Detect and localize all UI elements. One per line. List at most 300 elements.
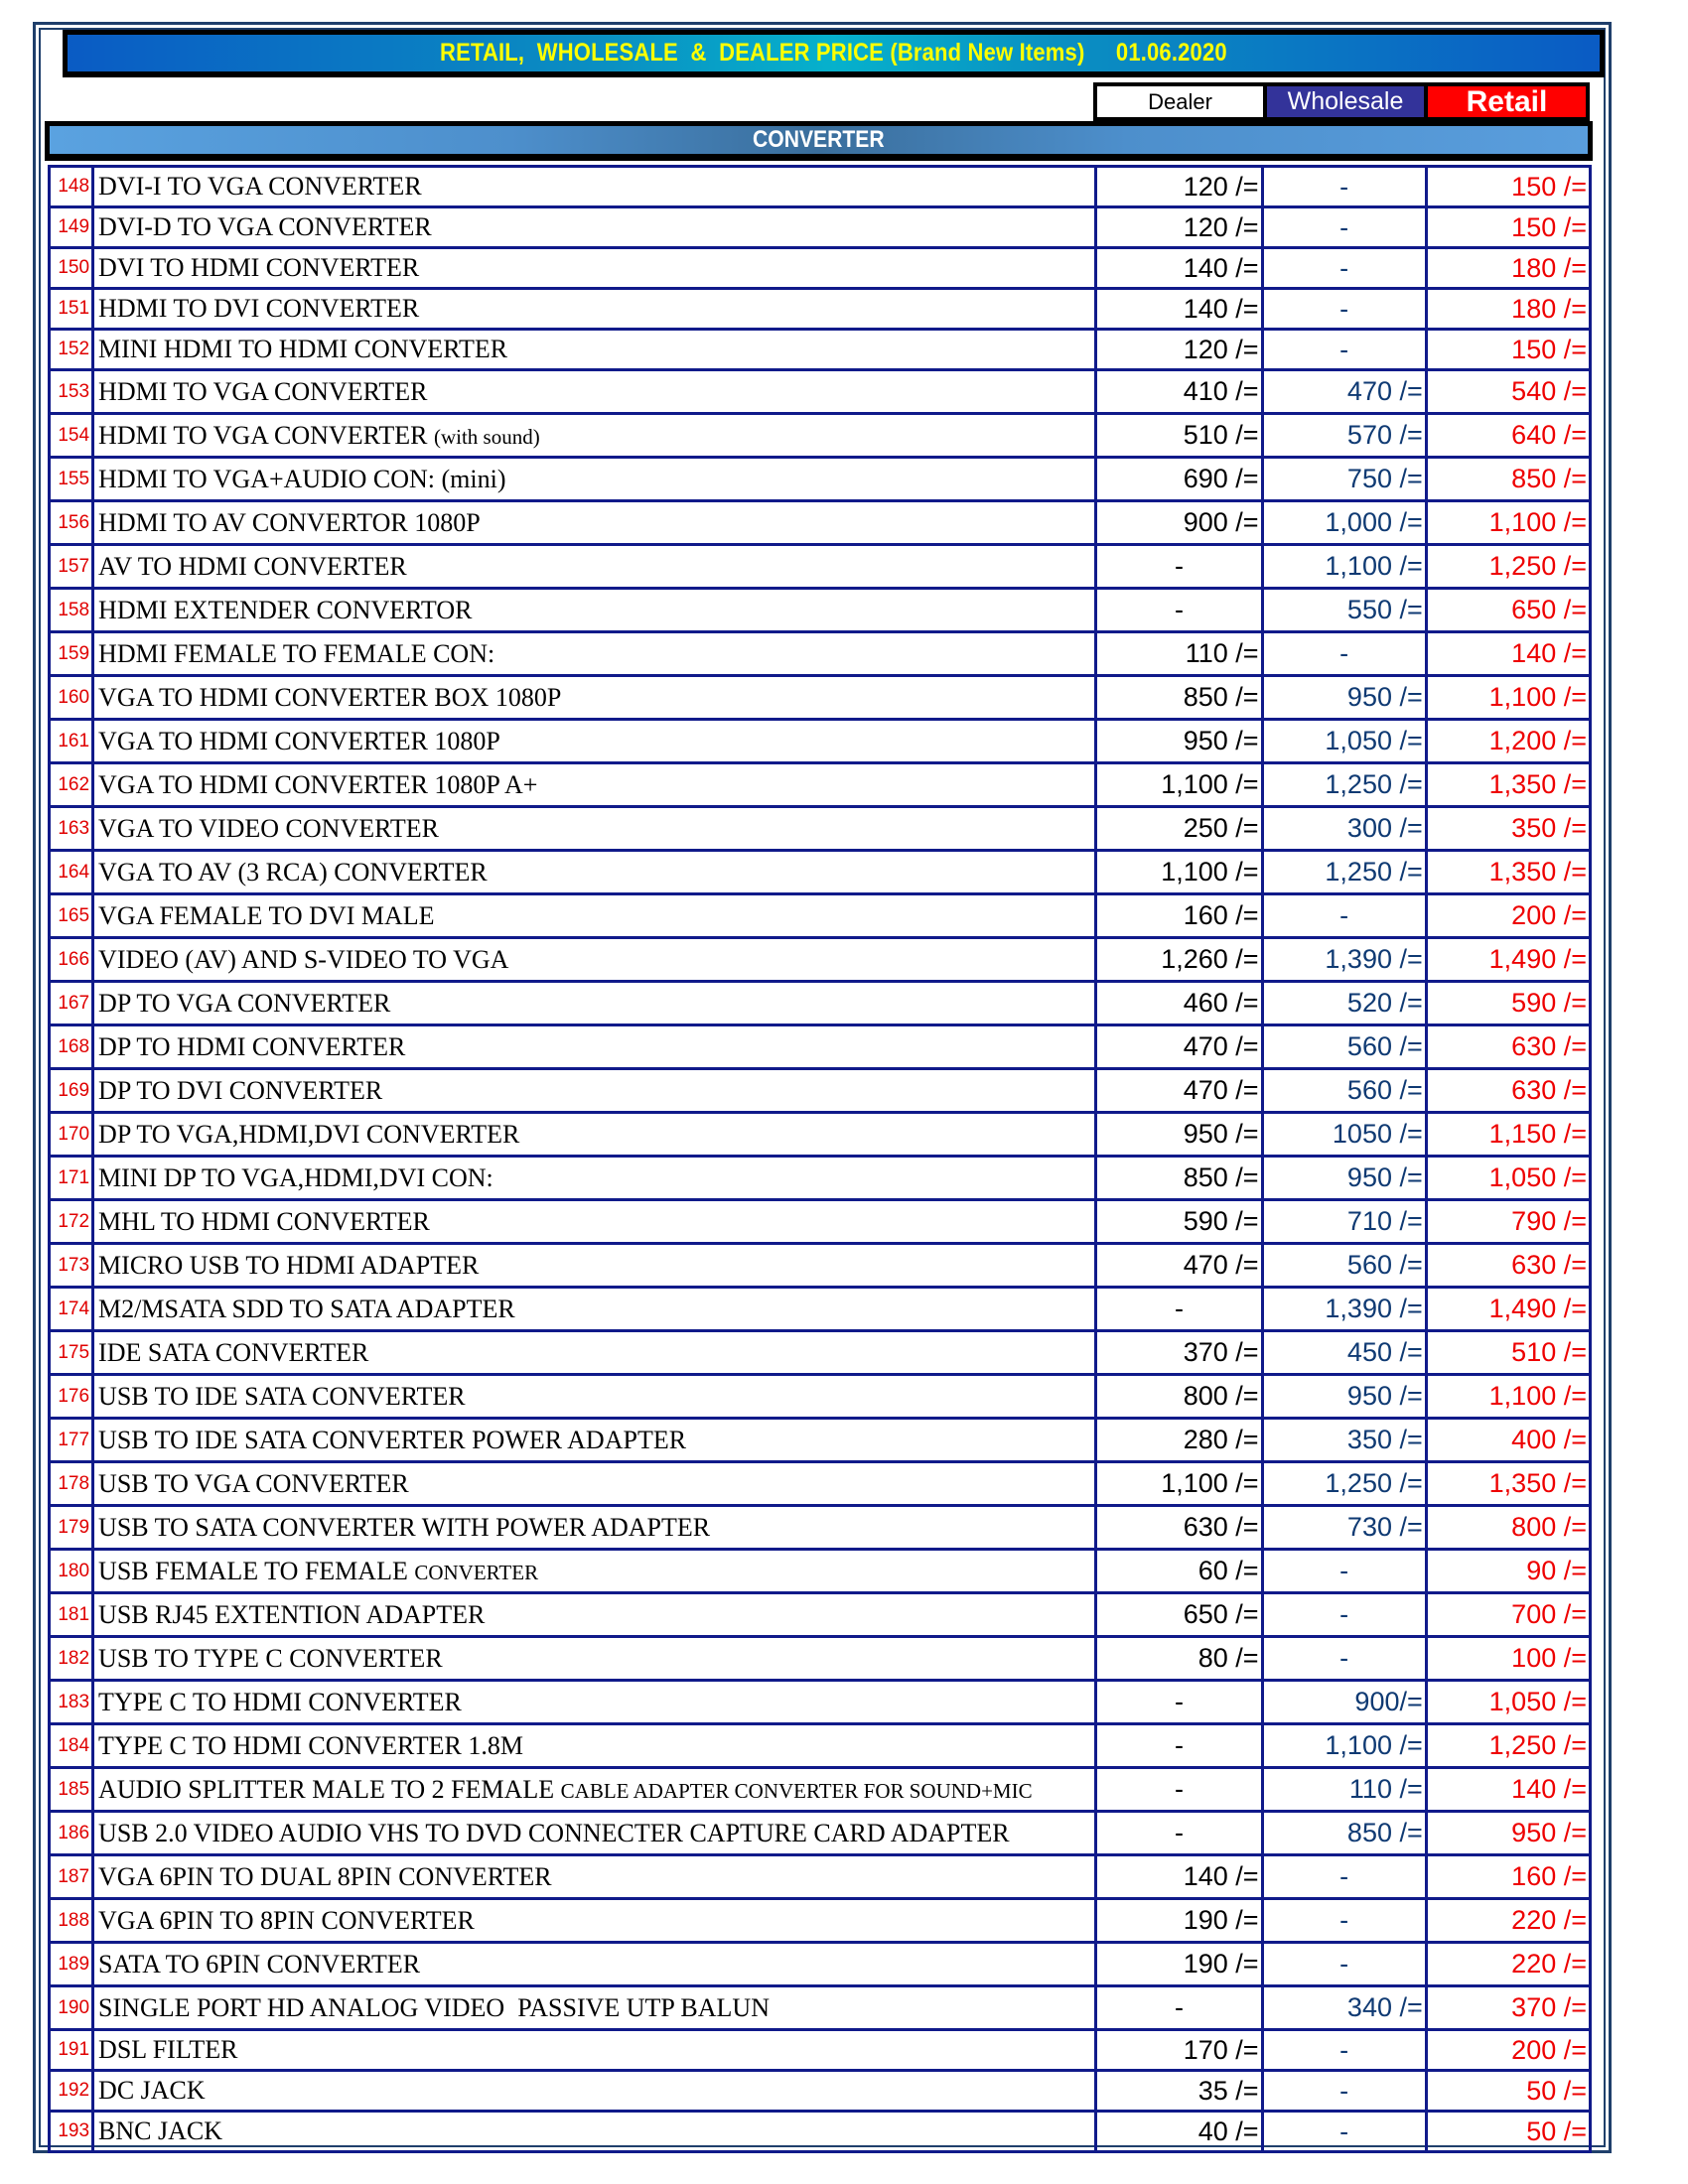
dealer-price: - (1096, 1681, 1262, 1724)
table-row (50, 1550, 1591, 1593)
wholesale-price: 560 /= (1262, 1244, 1426, 1288)
item-number: 188 (50, 1899, 93, 1943)
table-row (50, 2030, 1591, 2071)
item-number: 160 (50, 676, 93, 720)
item-number: 164 (50, 851, 93, 894)
wholesale-price: 1,100 /= (1262, 1724, 1426, 1768)
table-row (50, 370, 1591, 414)
item-description (93, 1288, 1096, 1331)
table-row (50, 458, 1591, 501)
wholesale-price: - (1262, 2071, 1426, 2112)
wholesale-price: - (1262, 289, 1426, 330)
item-number: 193 (50, 2112, 93, 2152)
dealer-price: 140 /= (1096, 1855, 1262, 1899)
item-number: 172 (50, 1200, 93, 1244)
item-description-main: VGA FEMALE TO DVI MALE (98, 900, 435, 930)
item-description-note: (with sound) (433, 424, 540, 449)
retail-price: 1,100 /= (1426, 1375, 1590, 1419)
item-description (93, 1331, 1096, 1375)
wholesale-price: 730 /= (1262, 1506, 1426, 1550)
wholesale-price: 710 /= (1262, 1200, 1426, 1244)
dealer-price: 630 /= (1096, 1506, 1262, 1550)
dealer-price: 950 /= (1096, 720, 1262, 763)
wholesale-price: - (1262, 248, 1426, 289)
dealer-price: 280 /= (1096, 1419, 1262, 1462)
retail-price: 200 /= (1426, 2030, 1590, 2071)
item-description-main: IDE SATA CONVERTER (98, 1337, 369, 1367)
item-description (93, 632, 1096, 676)
item-description (93, 763, 1096, 807)
item-number: 157 (50, 545, 93, 589)
item-description (93, 982, 1096, 1025)
item-description-main: VGA TO HDMI CONVERTER BOX 1080P (98, 682, 562, 712)
item-description-main: HDMI TO VGA CONVERTER (98, 420, 434, 450)
dealer-price: 460 /= (1096, 982, 1262, 1025)
dealer-price: 250 /= (1096, 807, 1262, 851)
wholesale-price: 950 /= (1262, 1375, 1426, 1419)
item-number: 186 (50, 1812, 93, 1855)
item-description-main: USB TO IDE SATA CONVERTER POWER ADAPTER (98, 1425, 687, 1454)
retail-price: 180 /= (1426, 248, 1590, 289)
retail-price: 1,100 /= (1426, 676, 1590, 720)
retail-price: 540 /= (1426, 370, 1590, 414)
retail-price: 790 /= (1426, 1200, 1590, 1244)
wholesale-price: - (1262, 1550, 1426, 1593)
wholesale-price: - (1262, 1637, 1426, 1681)
table-row (50, 938, 1591, 982)
dealer-price: 510 /= (1096, 414, 1262, 458)
item-description (93, 1899, 1096, 1943)
table-row (50, 807, 1591, 851)
item-description-note: CABLE ADAPTER CONVERTER FOR SOUND+MIC (560, 1778, 1033, 1803)
dealer-price: 850 /= (1096, 676, 1262, 720)
table-row (50, 207, 1591, 248)
table-row (50, 1855, 1591, 1899)
dealer-price: 470 /= (1096, 1244, 1262, 1288)
item-description (93, 1637, 1096, 1681)
retail-price: 140 /= (1426, 1768, 1590, 1812)
retail-price: 220 /= (1426, 1899, 1590, 1943)
item-description (93, 501, 1096, 545)
item-number: 182 (50, 1637, 93, 1681)
item-description (93, 458, 1096, 501)
dealer-price: 470 /= (1096, 1025, 1262, 1069)
retail-price: 160 /= (1426, 1855, 1590, 1899)
dealer-price: - (1096, 545, 1262, 589)
retail-price: 950 /= (1426, 1812, 1590, 1855)
wholesale-price: 350 /= (1262, 1419, 1426, 1462)
item-description (93, 1681, 1096, 1724)
table-row (50, 1637, 1591, 1681)
item-description (93, 1375, 1096, 1419)
item-description-main: VGA TO VIDEO CONVERTER (98, 813, 439, 843)
item-description-main: DVI-D TO VGA CONVERTER (98, 212, 432, 241)
wholesale-price: - (1262, 1855, 1426, 1899)
dealer-price: - (1096, 1724, 1262, 1768)
dealer-price: 120 /= (1096, 330, 1262, 370)
item-number: 190 (50, 1986, 93, 2030)
retail-price: 100 /= (1426, 1637, 1590, 1681)
retail-price: 140 /= (1426, 632, 1590, 676)
table-row (50, 982, 1591, 1025)
item-description-main: MINI DP TO VGA,HDMI,DVI CON: (98, 1162, 493, 1192)
retail-price: 630 /= (1426, 1244, 1590, 1288)
retail-price: 90 /= (1426, 1550, 1590, 1593)
item-number: 155 (50, 458, 93, 501)
retail-price: 150 /= (1426, 167, 1590, 207)
wholesale-price: 450 /= (1262, 1331, 1426, 1375)
item-description-main: VGA TO AV (3 RCA) CONVERTER (98, 857, 488, 887)
wholesale-price: 1,250 /= (1262, 1462, 1426, 1506)
item-description-main: USB TO SATA CONVERTER WITH POWER ADAPTER (98, 1512, 711, 1542)
item-description (93, 1943, 1096, 1986)
item-description (93, 938, 1096, 982)
dealer-price: 1,100 /= (1096, 763, 1262, 807)
retail-price: 1,350 /= (1426, 1462, 1590, 1506)
table-row (50, 501, 1591, 545)
table-row (50, 851, 1591, 894)
retail-price: 180 /= (1426, 289, 1590, 330)
item-description (93, 894, 1096, 938)
item-description-main: TYPE C TO HDMI CONVERTER (98, 1687, 462, 1716)
dealer-price: 140 /= (1096, 248, 1262, 289)
item-description (93, 589, 1096, 632)
retail-price: 1,200 /= (1426, 720, 1590, 763)
item-description (93, 1506, 1096, 1550)
dealer-price: 370 /= (1096, 1331, 1262, 1375)
wholesale-price: - (1262, 330, 1426, 370)
price-table (48, 165, 1592, 2153)
item-description-main: DSL FILTER (98, 2035, 238, 2064)
item-number: 150 (50, 248, 93, 289)
retail-price: 370 /= (1426, 1986, 1590, 2030)
wholesale-price: 1,390 /= (1262, 938, 1426, 982)
retail-price: 1,490 /= (1426, 1288, 1590, 1331)
item-description-main: DC JACK (98, 2076, 206, 2105)
table-row (50, 1768, 1591, 1812)
item-description-main: USB FEMALE TO FEMALE (98, 1556, 415, 1585)
wholesale-price: - (1262, 1593, 1426, 1637)
dealer-price: 1,100 /= (1096, 1462, 1262, 1506)
table-row (50, 1462, 1591, 1506)
item-description (93, 1768, 1096, 1812)
item-description (93, 248, 1096, 289)
dealer-price: 140 /= (1096, 289, 1262, 330)
item-description-main: M2/MSATA SDD TO SATA ADAPTER (98, 1294, 515, 1323)
title-banner-fill (68, 35, 1600, 71)
table-row (50, 632, 1591, 676)
page-title: RETAIL, WHOLESALE & DEALER PRICE (Brand New Items) 01.06.2020 (440, 39, 1227, 67)
item-description-main: DP TO VGA,HDMI,DVI CONVERTER (98, 1119, 520, 1149)
item-number: 177 (50, 1419, 93, 1462)
dealer-price: 800 /= (1096, 1375, 1262, 1419)
legend-retail: Retail (1428, 86, 1586, 117)
item-description-main: BNC JACK (98, 2116, 223, 2145)
table-row (50, 289, 1591, 330)
item-description (93, 676, 1096, 720)
wholesale-price: - (1262, 1899, 1426, 1943)
wholesale-price: - (1262, 207, 1426, 248)
legend-wholesale: Wholesale (1267, 86, 1424, 117)
wholesale-price: - (1262, 632, 1426, 676)
retail-price: 510 /= (1426, 1331, 1590, 1375)
retail-price: 200 /= (1426, 894, 1590, 938)
retail-price: 50 /= (1426, 2071, 1590, 2112)
item-description-main: HDMI FEMALE TO FEMALE CON: (98, 638, 495, 668)
retail-price: 700 /= (1426, 1593, 1590, 1637)
wholesale-price: 110 /= (1262, 1768, 1426, 1812)
item-number: 159 (50, 632, 93, 676)
table-row (50, 1986, 1591, 2030)
dealer-price: - (1096, 1986, 1262, 2030)
wholesale-price: 950 /= (1262, 676, 1426, 720)
dealer-price: 950 /= (1096, 1113, 1262, 1157)
retail-price: 1,100 /= (1426, 501, 1590, 545)
dealer-price: 120 /= (1096, 167, 1262, 207)
item-description-main: VGA 6PIN TO DUAL 8PIN CONVERTER (98, 1861, 552, 1891)
item-number: 170 (50, 1113, 93, 1157)
retail-price: 640 /= (1426, 414, 1590, 458)
dealer-price: 120 /= (1096, 207, 1262, 248)
item-number: 183 (50, 1681, 93, 1724)
item-description-main: DP TO DVI CONVERTER (98, 1075, 383, 1105)
item-number: 178 (50, 1462, 93, 1506)
dealer-price: 650 /= (1096, 1593, 1262, 1637)
table-row (50, 1069, 1591, 1113)
table-row (50, 1943, 1591, 1986)
dealer-price: - (1096, 1288, 1262, 1331)
table-row (50, 1375, 1591, 1419)
table-row (50, 1506, 1591, 1550)
item-number: 189 (50, 1943, 93, 1986)
table-row (50, 2112, 1591, 2152)
item-description (93, 1550, 1096, 1593)
wholesale-price: 550 /= (1262, 589, 1426, 632)
item-description (93, 1419, 1096, 1462)
item-description (93, 1113, 1096, 1157)
dealer-price: 410 /= (1096, 370, 1262, 414)
wholesale-price: 1,250 /= (1262, 763, 1426, 807)
item-number: 166 (50, 938, 93, 982)
legend-dealer: Dealer (1097, 86, 1263, 117)
wholesale-price: 570 /= (1262, 414, 1426, 458)
retail-price: 150 /= (1426, 207, 1590, 248)
wholesale-price: 340 /= (1262, 1986, 1426, 2030)
dealer-price: 1,260 /= (1096, 938, 1262, 982)
item-description-main: TYPE C TO HDMI CONVERTER 1.8M (98, 1730, 523, 1760)
item-number: 153 (50, 370, 93, 414)
dealer-price: 80 /= (1096, 1637, 1262, 1681)
item-description-main: MHL TO HDMI CONVERTER (98, 1206, 430, 1236)
item-number: 191 (50, 2030, 93, 2071)
table-row (50, 589, 1591, 632)
item-description-main: MICRO USB TO HDMI ADAPTER (98, 1250, 480, 1280)
retail-price: 1,050 /= (1426, 1157, 1590, 1200)
retail-price: 1,150 /= (1426, 1113, 1590, 1157)
table-row (50, 1157, 1591, 1200)
dealer-price: 35 /= (1096, 2071, 1262, 2112)
dealer-price: 690 /= (1096, 458, 1262, 501)
table-row (50, 2071, 1591, 2112)
wholesale-price: 470 /= (1262, 370, 1426, 414)
dealer-price: 190 /= (1096, 1943, 1262, 1986)
dealer-price: 160 /= (1096, 894, 1262, 938)
item-description-main: MINI HDMI TO HDMI CONVERTER (98, 335, 508, 363)
item-number: 156 (50, 501, 93, 545)
table-row (50, 1200, 1591, 1244)
item-description-main: HDMI TO VGA CONVERTER (98, 376, 428, 406)
item-number: 154 (50, 414, 93, 458)
item-number: 149 (50, 207, 93, 248)
item-description-main: USB TO TYPE C CONVERTER (98, 1643, 443, 1673)
item-description (93, 414, 1096, 458)
item-description (93, 1593, 1096, 1637)
retail-price: 1,350 /= (1426, 763, 1590, 807)
table-row (50, 167, 1591, 207)
table-row (50, 545, 1591, 589)
item-number: 179 (50, 1506, 93, 1550)
wholesale-price: - (1262, 894, 1426, 938)
table-row (50, 1593, 1591, 1637)
table-row (50, 414, 1591, 458)
item-description-main: SINGLE PORT HD ANALOG VIDEO PASSIVE UTP BALUN (98, 1992, 770, 2022)
item-description (93, 207, 1096, 248)
item-number: 185 (50, 1768, 93, 1812)
item-description-main: DVI TO HDMI CONVERTER (98, 253, 420, 282)
wholesale-price: 560 /= (1262, 1069, 1426, 1113)
wholesale-price: 520 /= (1262, 982, 1426, 1025)
wholesale-price: - (1262, 1943, 1426, 1986)
dealer-price: 110 /= (1096, 632, 1262, 676)
retail-price: 1,350 /= (1426, 851, 1590, 894)
title-banner (63, 30, 1605, 77)
table-row (50, 1331, 1591, 1375)
item-description-main: SATA TO 6PIN CONVERTER (98, 1949, 421, 1979)
dealer-price: 60 /= (1096, 1550, 1262, 1593)
item-description (93, 2112, 1096, 2152)
item-description (93, 851, 1096, 894)
item-number: 161 (50, 720, 93, 763)
table-row (50, 676, 1591, 720)
price-legend (1093, 82, 1590, 123)
item-number: 176 (50, 1375, 93, 1419)
retail-price: 800 /= (1426, 1506, 1590, 1550)
wholesale-price: 1,000 /= (1262, 501, 1426, 545)
dealer-price: 190 /= (1096, 1899, 1262, 1943)
item-description-main: USB TO IDE SATA CONVERTER (98, 1381, 466, 1411)
item-description-main: AV TO HDMI CONVERTER (98, 551, 407, 581)
table-row (50, 720, 1591, 763)
wholesale-price: - (1262, 167, 1426, 207)
item-description-main: VGA TO HDMI CONVERTER 1080P (98, 726, 500, 755)
table-row (50, 1681, 1591, 1724)
item-number: 180 (50, 1550, 93, 1593)
dealer-price: 170 /= (1096, 2030, 1262, 2071)
table-row (50, 1724, 1591, 1768)
table-row (50, 1244, 1591, 1288)
section-title: CONVERTER (753, 126, 885, 153)
item-description (93, 2071, 1096, 2112)
dealer-price: - (1096, 589, 1262, 632)
item-number: 187 (50, 1855, 93, 1899)
section-banner-fill (50, 126, 1588, 154)
retail-price: 1,250 /= (1426, 545, 1590, 589)
item-description (93, 1462, 1096, 1506)
item-number: 167 (50, 982, 93, 1025)
item-description (93, 1200, 1096, 1244)
wholesale-price: 750 /= (1262, 458, 1426, 501)
table-row (50, 330, 1591, 370)
item-description (93, 807, 1096, 851)
dealer-price: 470 /= (1096, 1069, 1262, 1113)
item-description-main: AUDIO SPLITTER MALE TO 2 FEMALE (98, 1774, 561, 1804)
item-description-main: HDMI EXTENDER CONVERTOR (98, 595, 473, 624)
retail-price: 1,490 /= (1426, 938, 1590, 982)
wholesale-price: 850 /= (1262, 1812, 1426, 1855)
item-description (93, 720, 1096, 763)
price-table-body (50, 167, 1591, 2152)
item-number: 168 (50, 1025, 93, 1069)
retail-price: 590 /= (1426, 982, 1590, 1025)
dealer-price: - (1096, 1812, 1262, 1855)
item-number: 184 (50, 1724, 93, 1768)
wholesale-price: 560 /= (1262, 1025, 1426, 1069)
wholesale-price: 300 /= (1262, 807, 1426, 851)
item-number: 165 (50, 894, 93, 938)
retail-price: 630 /= (1426, 1025, 1590, 1069)
retail-price: 630 /= (1426, 1069, 1590, 1113)
item-description (93, 289, 1096, 330)
item-description-main: USB TO VGA CONVERTER (98, 1468, 409, 1498)
table-row (50, 248, 1591, 289)
item-number: 181 (50, 1593, 93, 1637)
retail-price: 850 /= (1426, 458, 1590, 501)
item-number: 173 (50, 1244, 93, 1288)
item-description (93, 370, 1096, 414)
table-row (50, 1419, 1591, 1462)
wholesale-price: 1050 /= (1262, 1113, 1426, 1157)
retail-price: 50 /= (1426, 2112, 1590, 2152)
item-number: 163 (50, 807, 93, 851)
item-number: 174 (50, 1288, 93, 1331)
item-description (93, 330, 1096, 370)
table-row (50, 894, 1591, 938)
wholesale-price: - (1262, 2030, 1426, 2071)
table-row (50, 1025, 1591, 1069)
item-description (93, 1244, 1096, 1288)
item-description (93, 545, 1096, 589)
dealer-price: 900 /= (1096, 501, 1262, 545)
wholesale-price: - (1262, 2112, 1426, 2152)
wholesale-price: 900/= (1262, 1681, 1426, 1724)
item-description-main: VGA 6PIN TO 8PIN CONVERTER (98, 1905, 475, 1935)
wholesale-price: 1,390 /= (1262, 1288, 1426, 1331)
retail-price: 350 /= (1426, 807, 1590, 851)
item-number: 192 (50, 2071, 93, 2112)
wholesale-price: 1,250 /= (1262, 851, 1426, 894)
item-description-main: HDMI TO VGA+AUDIO CON: (mini) (98, 464, 506, 493)
retail-price: 1,050 /= (1426, 1681, 1590, 1724)
item-number: 151 (50, 289, 93, 330)
item-description (93, 1157, 1096, 1200)
item-number: 148 (50, 167, 93, 207)
item-description-main: HDMI TO AV CONVERTOR 1080P (98, 507, 481, 537)
item-number: 152 (50, 330, 93, 370)
item-description (93, 167, 1096, 207)
item-description (93, 1855, 1096, 1899)
item-description (93, 1812, 1096, 1855)
item-description-main: USB 2.0 VIDEO AUDIO VHS TO DVD CONNECTER CAPTURE CARD ADAPTER (98, 1818, 1010, 1847)
